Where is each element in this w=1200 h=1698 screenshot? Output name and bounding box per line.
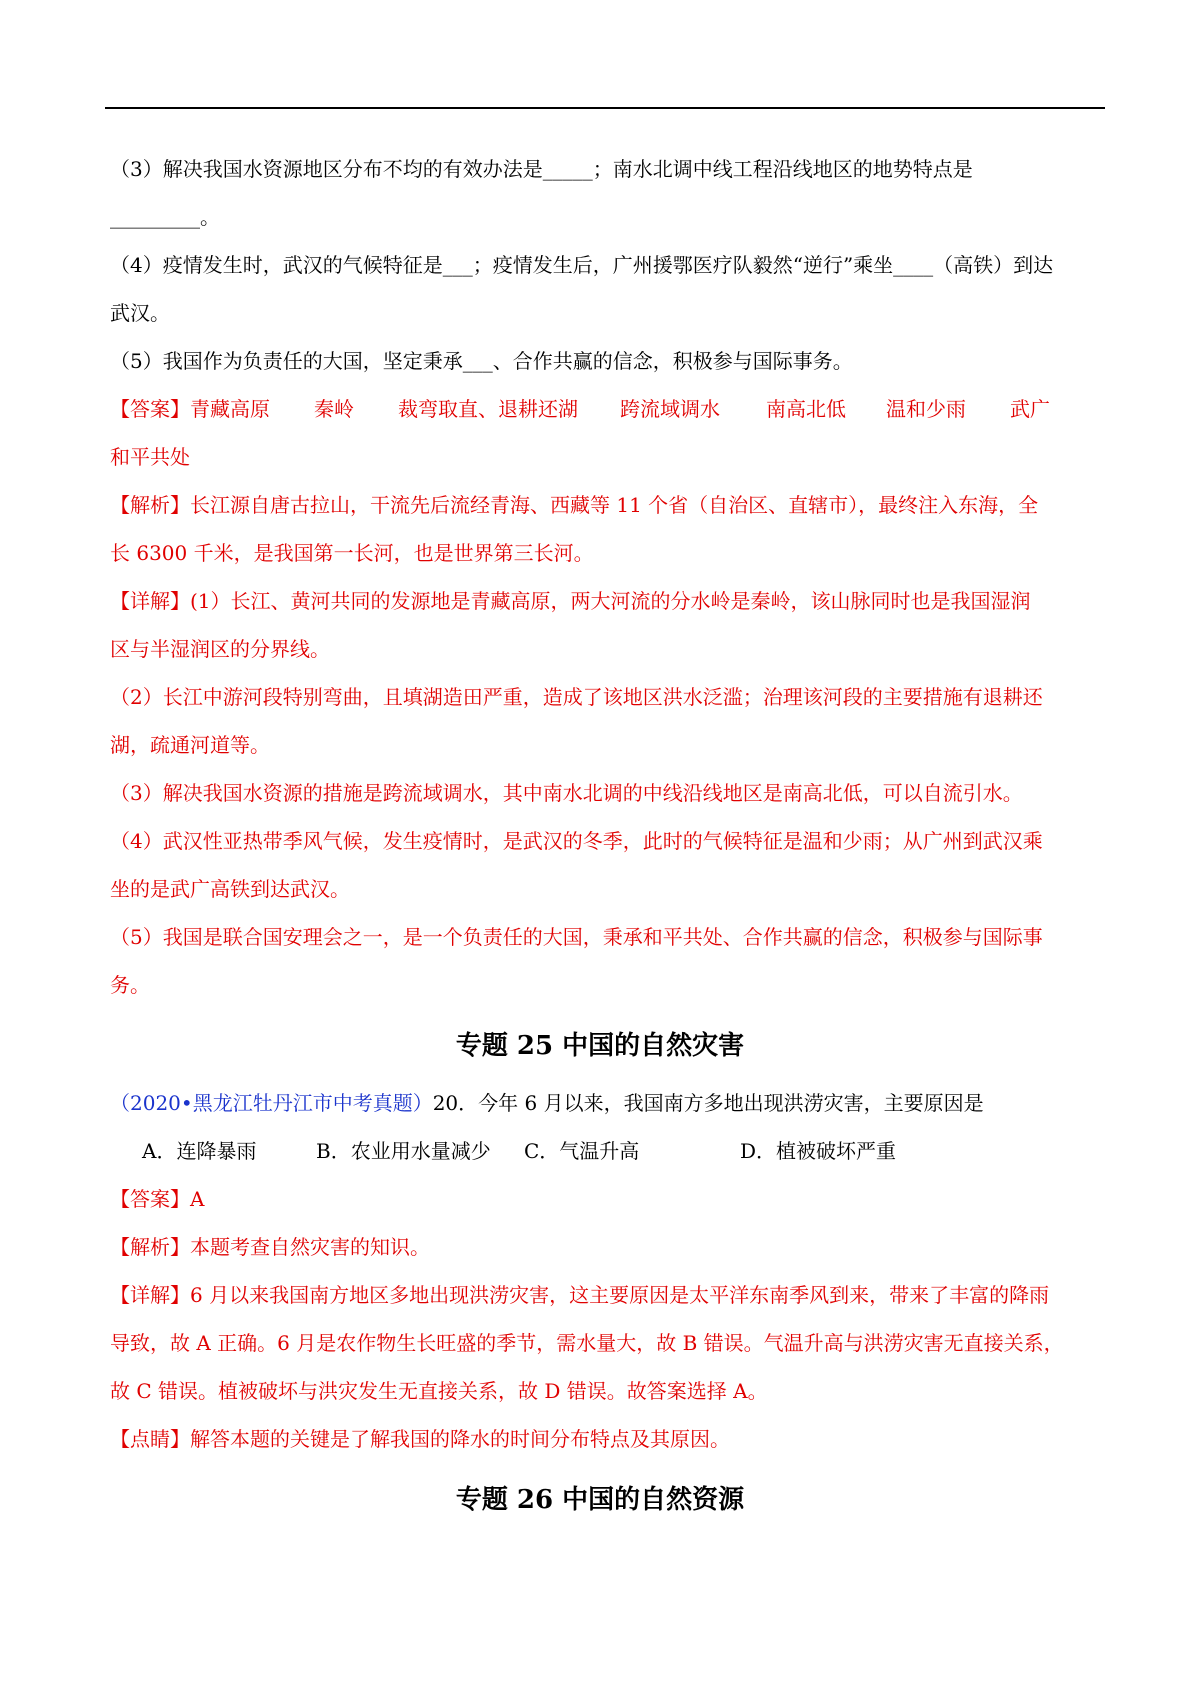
answer-item: 南高北低 xyxy=(766,397,846,421)
analysis-20: 【解析】本题考查自然灾害的知识。 xyxy=(110,1235,430,1259)
detail-line-2: 区与半湿润区的分界线。 xyxy=(110,637,330,661)
detail-20-line-3: 故 C 错误。植被破坏与洪灾发生无直接关系，故 D 错误。故答案选择 A。 xyxy=(110,1379,768,1403)
answer-item: 裁弯取直、退耕还湖 xyxy=(398,397,578,421)
detail-line-6: （4）武汉性亚热带季风气候，发生疫情时，是武汉的冬季，此时的气候特征是温和少雨；从广州到武汉乘 xyxy=(110,829,1043,853)
detail-line-3: （2）长江中游河段特别弯曲，且填湖造田严重，造成了该地区洪水泛滥；治理该河段的主要措施有退耕还 xyxy=(110,685,1043,709)
answer-item: 青藏高原 xyxy=(190,397,270,421)
question-source: （2020•黑龙江牡丹江市中考真题） xyxy=(110,1091,433,1115)
detail-line-9: 务。 xyxy=(110,973,150,997)
answer-line-1 xyxy=(110,385,1102,433)
question-5: （5）我国作为负责任的大国，坚定秉承___、合作共赢的信念，积极参与国际事务。 xyxy=(110,349,853,373)
answer-item: 武广 xyxy=(1010,397,1050,421)
detail-line-1: 【详解】(1）长江、黄河共同的发源地是青藏高原，两大河流的分水岭是秦岭，该山脉同时也是我国湿润 xyxy=(110,589,1031,613)
header-rule xyxy=(105,107,1105,109)
answer-line-2: 和平共处 xyxy=(110,445,190,469)
detail-line-4: 湖，疏通河道等。 xyxy=(110,733,270,757)
question-text: 20．今年 6 月以来，我国南方多地出现洪涝灾害，主要原因是 xyxy=(432,1091,984,1115)
option-c: C．气温升高 xyxy=(524,1139,640,1163)
option-b: B．农业用水量减少 xyxy=(316,1139,491,1163)
detail-20-line-2: 导致，故 A 正确。6 月是农作物生长旺盛的季节，需水量大，故 B 错误。气温升高与洪涝灾害无直接关系， xyxy=(110,1331,1064,1355)
answer-item: 秦岭 xyxy=(314,397,354,421)
question-20-stem xyxy=(110,1079,1102,1127)
detail-line-5: （3）解决我国水资源的措施是跨流域调水，其中南水北调的中线沿线地区是南高北低，可以自流引水。 xyxy=(110,781,1023,805)
detail-line-8: （5）我国是联合国安理会之一，是一个负责任的大国，秉承和平共处、合作共赢的信念，积极参与国际事 xyxy=(110,925,1043,949)
answer-label: 【答案】 xyxy=(110,397,190,421)
detail-20-line-1: 【详解】6 月以来我国南方地区多地出现洪涝灾害，这主要原因是太平洋东南季风到来，带来了丰富的降雨 xyxy=(110,1283,1050,1307)
answer-item: 跨流域调水 xyxy=(620,397,720,421)
question-4-line-2: 武汉。 xyxy=(110,301,170,325)
analysis-line-1: 【解析】长江源自唐古拉山，干流先后流经青海、西藏等 11 个省（自治区、直辖市），最终注入东海，全 xyxy=(110,493,1039,517)
tip-20: 【点睛】解答本题的关键是了解我国的降水的时间分布特点及其原因。 xyxy=(110,1427,730,1451)
option-a: A．连降暴雨 xyxy=(142,1139,257,1163)
answer-item: 温和少雨 xyxy=(886,397,966,421)
option-d: D．植被破坏严重 xyxy=(740,1139,897,1163)
section-heading-25: 专题 25 中国的自然灾害 xyxy=(455,1031,745,1061)
section-heading-26: 专题 26 中国的自然资源 xyxy=(455,1485,745,1515)
answer-20: 【答案】A xyxy=(110,1187,205,1211)
question-4-line-1: （4）疫情发生时，武汉的气候特征是___；疫情发生后，广州援鄂医疗队毅然“逆行”乘坐____（高铁）到达 xyxy=(110,253,1054,277)
analysis-line-2: 长 6300 千米，是我国第一长河，也是世界第三长河。 xyxy=(110,541,594,565)
question-3-line-2: _________。 xyxy=(110,205,220,229)
question-3-line-1: （3）解决我国水资源地区分布不均的有效办法是_____；南水北调中线工程沿线地区的地势特点是 xyxy=(110,157,973,181)
question-20-options xyxy=(142,1127,1134,1175)
detail-line-7: 坐的是武广高铁到达武汉。 xyxy=(110,877,350,901)
